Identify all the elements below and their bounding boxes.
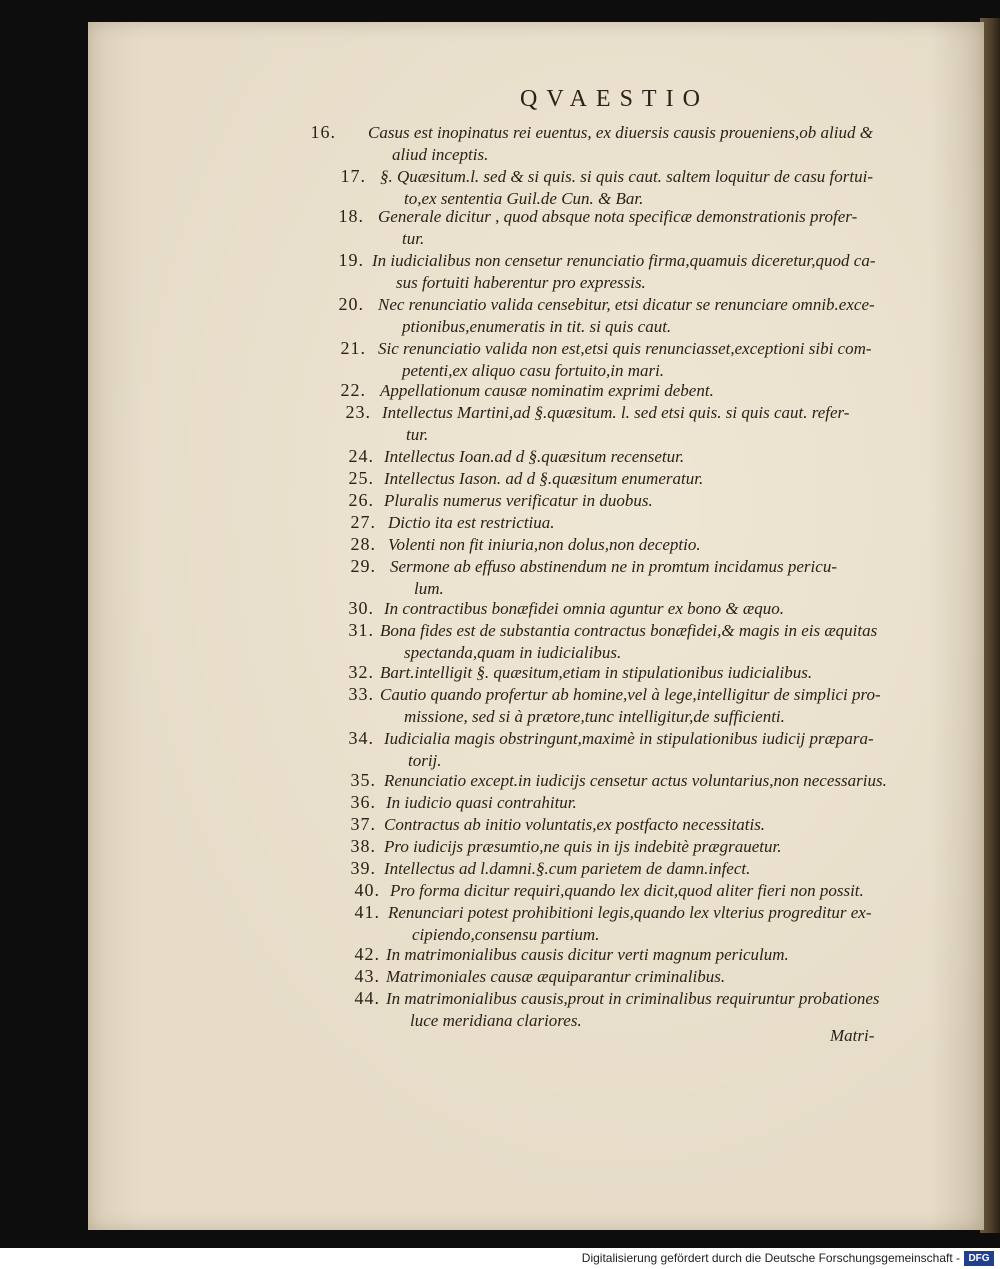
- entry-number: 41.: [354, 902, 380, 922]
- entry-text-continued: ptionibus,enumeratis in tit. si quis caut.: [402, 317, 672, 336]
- entry-text-continued: missione, sed si à prætore,tunc intelligitur,de sufficienti.: [404, 707, 785, 726]
- entry-number: 23.: [345, 402, 371, 422]
- entry-text: Bona fides est de substantia contractus bonæfidei,& magis in eis æquitas: [380, 621, 878, 640]
- entry-number: 37.: [350, 814, 376, 834]
- entry-text: Sermone ab effuso abstinendum ne in promtum incidamus pericu-: [390, 557, 837, 576]
- entry-number: 42.: [354, 944, 380, 964]
- entry-number: 35.: [350, 770, 376, 790]
- entry-text-continued: tur.: [402, 229, 425, 248]
- entry-number: 38.: [350, 836, 376, 856]
- entry-text: In matrimonialibus causis,prout in criminalibus requiruntur probationes: [386, 989, 880, 1008]
- entry-number: 30.: [348, 598, 374, 618]
- entry-text-continued: petenti,ex aliquo casu fortuito,in mari.: [402, 361, 665, 380]
- entry-text: In iudicialibus non censetur renunciatio firma,quamuis diceretur,quod ca-: [372, 251, 876, 270]
- entry-text: In contractibus bonæfidei omnia aguntur ex bono & æquo.: [384, 599, 784, 618]
- entry-text: Iudicialia magis obstringunt,maximè in stipulationibus iudicij præpara-: [384, 729, 874, 748]
- entry-text-continued: tur.: [406, 425, 429, 444]
- entry-text: Nec renunciatio valida censebitur, etsi dicatur se renunciare omnib.exce-: [378, 295, 875, 314]
- entry-text: Volenti non fit iniuria,non dolus,non deceptio.: [388, 535, 701, 554]
- entry-number: 33.: [348, 684, 374, 704]
- funding-credit: Digitalisierung gefördert durch die Deutsche Forschungsgemeinschaft -: [581, 1251, 960, 1265]
- entry-number: 22.: [340, 380, 366, 400]
- entry-number: 27.: [350, 512, 376, 532]
- footer-bar: [0, 1248, 1000, 1269]
- dfg-logo: DFG: [964, 1251, 994, 1266]
- entry-text: Renunciari potest prohibitioni legis,quando lex vlterius progreditur ex-: [388, 903, 872, 922]
- entry-number: 32.: [348, 662, 374, 682]
- entry-number: 20.: [338, 294, 364, 314]
- entry-text: Sic renunciatio valida non est,etsi quis renunciasset,exceptioni sibi com-: [378, 339, 872, 358]
- entry-number: 36.: [350, 792, 376, 812]
- entry-text-continued: spectanda,quam in iudicialibus.: [404, 643, 622, 662]
- entry-text: Intellectus Ioan.ad d §.quæsitum recensetur.: [384, 447, 685, 466]
- entry-text-continued: lum.: [414, 579, 444, 598]
- entry-text-continued: luce meridiana clariores.: [410, 1011, 582, 1030]
- entry-text-continued: sus fortuiti haberentur pro expressis.: [396, 273, 646, 292]
- entry-text: §. Quæsitum.l. sed & si quis. si quis caut. saltem loquitur de casu fortui-: [380, 167, 874, 186]
- entry-number: 40.: [354, 880, 380, 900]
- entry-text: Intellectus ad l.damni.§.cum parietem de damn.infect.: [384, 859, 751, 878]
- entry-number: 31.: [348, 620, 374, 640]
- entry-number: 16.: [310, 122, 336, 142]
- entry-text-continued: cipiendo,consensu partium.: [412, 925, 600, 944]
- entry-text: In iudicio quasi contrahitur.: [386, 793, 577, 812]
- entry-number: 29.: [350, 556, 376, 576]
- entry-number: 39.: [350, 858, 376, 878]
- entry-number: 18.: [338, 206, 364, 226]
- entry-text: In matrimonialibus causis dicitur verti magnum periculum.: [386, 945, 789, 964]
- entry-number: 21.: [340, 338, 366, 358]
- entry-number: 44.: [354, 988, 380, 1008]
- entry-text: Dictio ita est restrictiua.: [388, 513, 555, 532]
- entry-text-continued: torij.: [408, 751, 442, 770]
- running-head: QVAESTIO: [520, 86, 709, 112]
- entry-text: Pro iudicijs præsumtio,ne quis in ijs indebitè prægrauetur.: [384, 837, 782, 856]
- entry-number: 24.: [348, 446, 374, 466]
- entry-number: 17.: [340, 166, 366, 186]
- entry-text: Intellectus Martini,ad §.quæsitum. l. sed etsi quis. si quis caut. refer-: [382, 403, 850, 422]
- entry-text: Generale dicitur , quod absque nota specificæ demonstrationis profer-: [378, 207, 858, 226]
- entry-text: Cautio quando profertur ab homine,vel à lege,intelligitur de simplici pro-: [380, 685, 881, 704]
- entry-text-continued: aliud inceptis.: [392, 145, 489, 164]
- entry-number: 43.: [354, 966, 380, 986]
- entry-number: 19.: [338, 250, 364, 270]
- entry-number: 28.: [350, 534, 376, 554]
- entry-text: Intellectus Iason. ad d §.quæsitum enumeratur.: [384, 469, 704, 488]
- entry-number: 26.: [348, 490, 374, 510]
- entry-number: 34.: [348, 728, 374, 748]
- entry-text: Contractus ab initio voluntatis,ex postfacto necessitatis.: [384, 815, 766, 834]
- entry-text: Casus est inopinatus rei euentus, ex diuersis causis proueniens,ob aliud &: [368, 123, 873, 142]
- entry-text: Bart.intelligit §. quæsitum,etiam in stipulationibus iudicialibus.: [380, 663, 813, 682]
- entry-text: Pluralis numerus verificatur in duobus.: [384, 491, 653, 510]
- entry-text: Appellationum causæ nominatim exprimi debent.: [380, 381, 714, 400]
- entry-text: Pro forma dicitur requiri,quando lex dicit,quod aliter fieri non possit.: [390, 881, 864, 900]
- catchword: Matri-: [830, 1026, 875, 1045]
- entry-number: 25.: [348, 468, 374, 488]
- entry-text: Matrimoniales causæ æquiparantur criminalibus.: [386, 967, 726, 986]
- entry-text-continued: to,ex sententia Guil.de Cun. & Bar.: [404, 189, 644, 208]
- entry-text: Renunciatio except.in iudicijs censetur actus voluntarius,non necessarius.: [384, 771, 887, 790]
